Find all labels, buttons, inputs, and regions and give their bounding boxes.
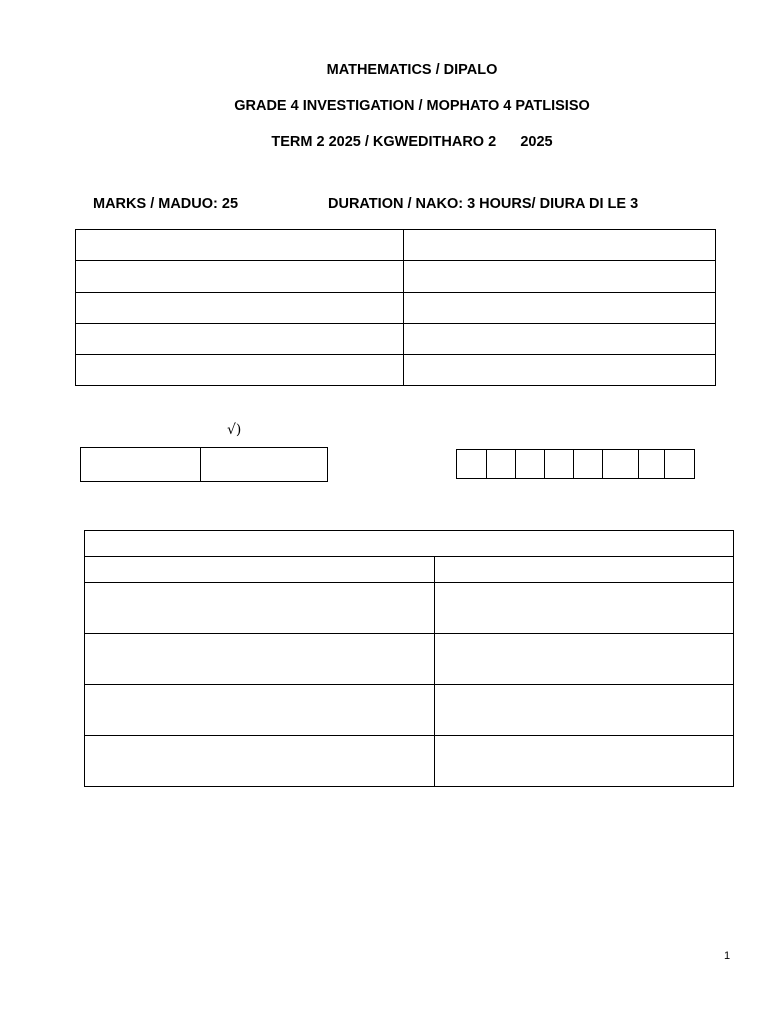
table-row — [85, 685, 734, 736]
table-cell[interactable] — [404, 261, 716, 293]
duration-label: DURATION / NAKO: 3 HOURS/ DIURA DI LE 3 — [328, 196, 639, 212]
marks-label: MARKS / MADUO: 25 — [93, 196, 239, 212]
table-cell[interactable] — [404, 355, 716, 386]
table-header-row — [85, 557, 734, 583]
table-row — [457, 450, 695, 479]
table-row — [76, 230, 716, 261]
table-cell[interactable] — [76, 293, 404, 324]
table-cell[interactable] — [435, 557, 734, 583]
number-box[interactable] — [574, 450, 603, 479]
table-row — [85, 736, 734, 787]
learner-details-table — [75, 229, 716, 386]
number-box[interactable] — [603, 450, 639, 479]
page-number: 1 — [724, 950, 731, 962]
table-cell[interactable] — [435, 736, 734, 787]
number-box[interactable] — [665, 450, 695, 479]
table-cell[interactable] — [76, 355, 404, 386]
table-row — [81, 448, 328, 482]
table-row — [85, 634, 734, 685]
number-box[interactable] — [545, 450, 574, 479]
table-cell[interactable] — [435, 634, 734, 685]
table-cell[interactable] — [85, 557, 435, 583]
number-box[interactable] — [516, 450, 545, 479]
table-cell[interactable] — [404, 324, 716, 355]
table-cell[interactable] — [76, 261, 404, 293]
table-cell[interactable] — [85, 685, 435, 736]
grade-title: GRADE 4 INVESTIGATION / MOPHATO 4 PATLISISO — [234, 98, 590, 114]
table-cell[interactable] — [435, 685, 734, 736]
table-cell[interactable] — [76, 324, 404, 355]
assessment-table — [84, 530, 734, 787]
number-boxes — [456, 449, 695, 479]
table-row — [76, 293, 716, 324]
table-row — [76, 261, 716, 293]
table-cell[interactable] — [435, 583, 734, 634]
table-cell[interactable] — [404, 230, 716, 261]
tick-box[interactable] — [201, 448, 328, 482]
tick-mark-label: √) — [227, 422, 242, 438]
term-title: TERM 2 2025 / KGWEDITHARO 2 2025 — [271, 134, 553, 150]
table-cell[interactable] — [85, 531, 734, 557]
number-box[interactable] — [457, 450, 487, 479]
table-row — [85, 583, 734, 634]
number-box[interactable] — [639, 450, 665, 479]
subject-title: MATHEMATICS / DIPALO — [326, 62, 498, 78]
table-cell[interactable] — [85, 583, 435, 634]
table-cell[interactable] — [76, 230, 404, 261]
table-header-row — [85, 531, 734, 557]
table-cell[interactable] — [85, 634, 435, 685]
number-box[interactable] — [487, 450, 516, 479]
tick-box-table — [80, 447, 328, 482]
table-cell[interactable] — [404, 293, 716, 324]
table-cell[interactable] — [85, 736, 435, 787]
tick-box[interactable] — [81, 448, 201, 482]
table-row — [76, 355, 716, 386]
table-row — [76, 324, 716, 355]
